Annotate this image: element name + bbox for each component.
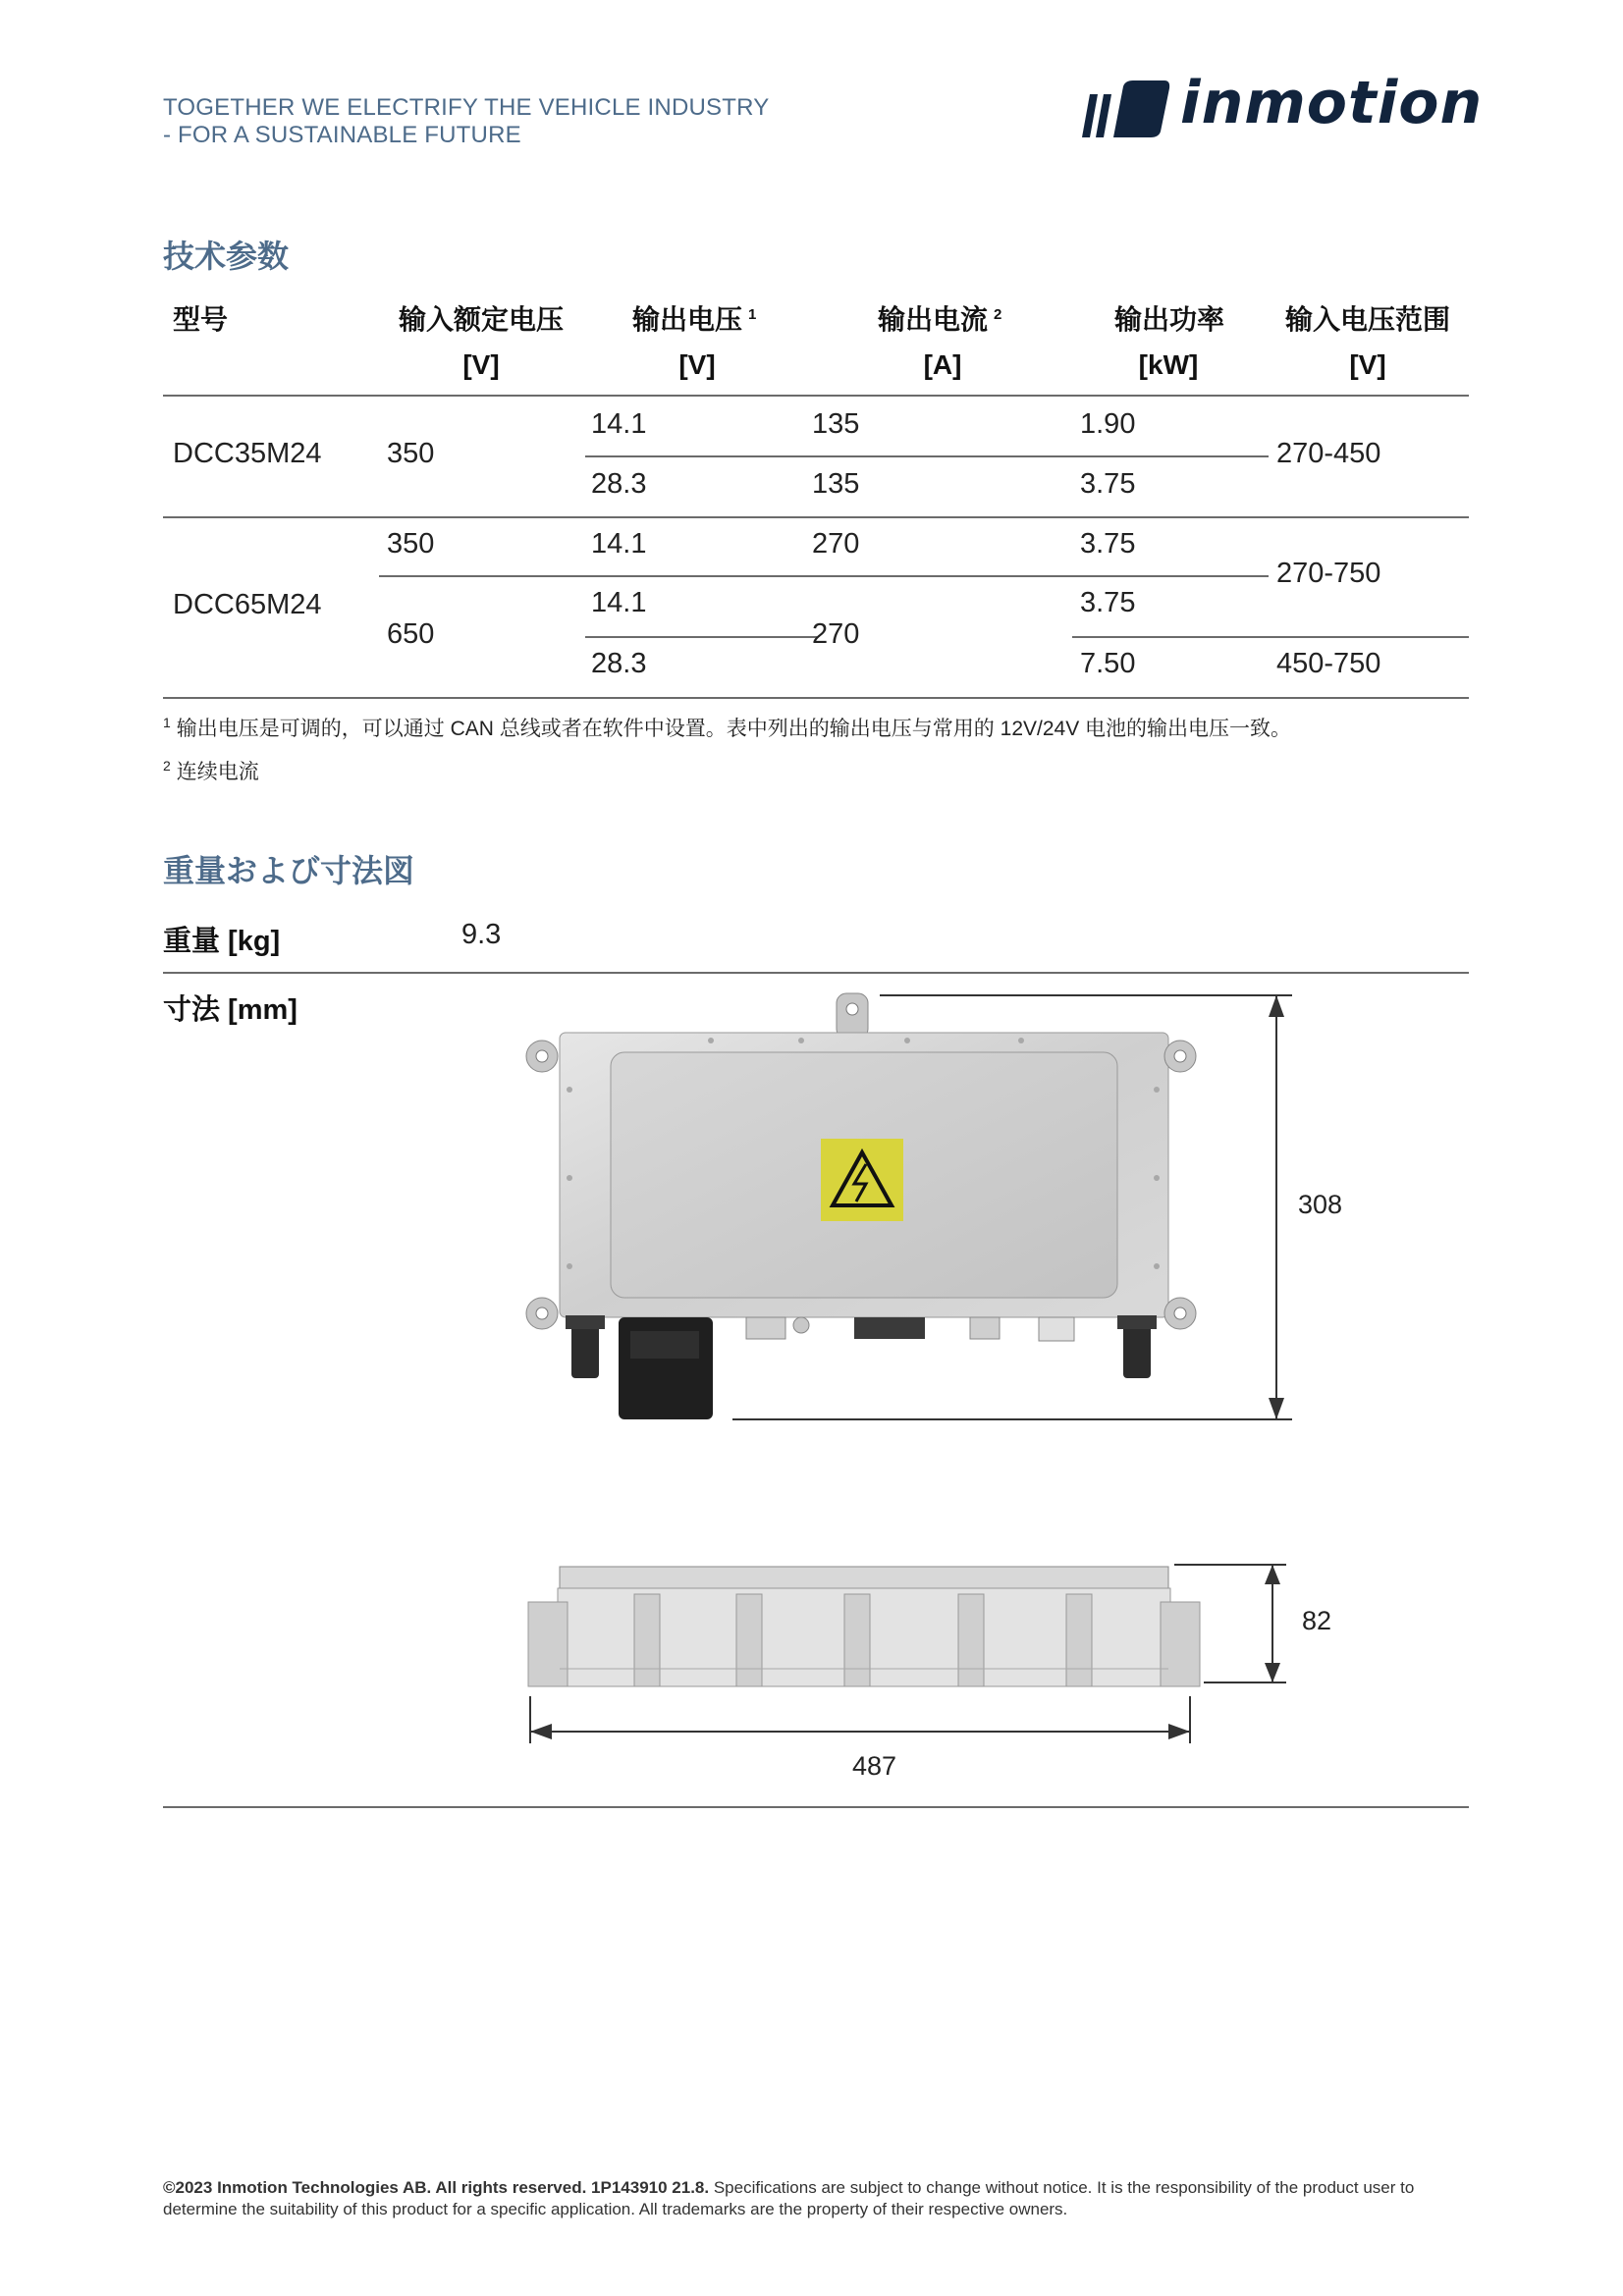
table-cell: 14.1: [591, 528, 647, 560]
table-cell: 3.75: [1080, 528, 1136, 560]
arrow-up-icon: [1265, 1565, 1280, 1584]
table-cell: 270: [812, 618, 860, 650]
mount-hole: [1164, 1041, 1196, 1072]
col-header-input-range: [1285, 298, 1450, 338]
thickness-dimension-value: 82: [1302, 1606, 1332, 1635]
side-mount-foot: [528, 1602, 568, 1686]
col-header-input-range-label: 输入电压范围: [1285, 304, 1451, 335]
mount-hole: [526, 1298, 558, 1329]
tagline-line-2: - FOR A SUSTAINABLE FUTURE: [163, 122, 521, 148]
arrow-down-icon: [1265, 1663, 1280, 1682]
company-logo: [1076, 69, 1484, 141]
table-cell: 270-450: [1276, 438, 1381, 469]
col-header-output-power-label: 输出功率: [1114, 304, 1225, 335]
logo-wordmark: inmotion: [1180, 69, 1484, 137]
table-cell: 270: [812, 528, 860, 560]
footer-copyright: ©2023 Inmotion Technologies AB. All rights reserved. 1P143910 21.8.: [163, 2178, 710, 2197]
dimension-label: 寸法 [mm]: [163, 994, 298, 1026]
col-header-output-voltage: [632, 298, 756, 338]
footnote-mark-2: 2: [994, 305, 1002, 323]
mount-tab: [837, 993, 868, 1039]
unit-output-voltage: [V]: [678, 349, 716, 380]
weight-value: 9.3: [461, 919, 502, 950]
table-row-divider: [585, 636, 817, 638]
footnote-1-mark: 1: [163, 715, 171, 730]
table-cell: 135: [812, 468, 860, 500]
model-dcc35m24: DCC35M24: [173, 438, 322, 469]
table-cell: 350: [387, 528, 435, 560]
drawing-bottom-rule: [163, 1806, 1469, 1808]
table-bottom-rule: [163, 697, 1469, 699]
weight-section-title: 重量および寸法図: [163, 853, 415, 888]
table-row-divider: [379, 575, 1269, 577]
table-header-rule: [163, 395, 1469, 397]
footer-disclaimer: Specifications are subject to change without notice. It is the responsibility of the product user to determine the suitability of this product for a specific application. All trademarks are the property of their respective owners.: [163, 2178, 1415, 2218]
table-cell: 28.3: [591, 648, 647, 679]
col-header-output-power: [1114, 298, 1224, 338]
connector-right: [1117, 1315, 1157, 1378]
table-cell: 3.75: [1080, 587, 1136, 618]
arrow-down-icon: [1269, 1398, 1284, 1419]
product-top-view: [511, 982, 1316, 1443]
model-dcc65m24: DCC65M24: [173, 589, 322, 620]
signal-connector: [854, 1317, 925, 1339]
table-cell: 135: [812, 408, 860, 440]
table-row-divider: [585, 455, 1269, 457]
weight-label: 重量 [kg]: [163, 926, 281, 957]
unit-output-power: [kW]: [1138, 349, 1199, 380]
small-connector: [970, 1317, 1000, 1339]
table-cell: 270-750: [1276, 558, 1381, 589]
high-voltage-warning-icon: [821, 1139, 903, 1221]
table-cell: 14.1: [591, 587, 647, 618]
unit-output-current: [A]: [923, 349, 962, 380]
product-side-view: [511, 1551, 1316, 1845]
footnote-2: [163, 756, 259, 785]
tagline: [163, 94, 769, 149]
width-dimension-value: 487: [852, 1751, 897, 1781]
table-cell: 650: [387, 618, 435, 650]
col-header-model-label: 型号: [173, 304, 229, 335]
side-lid: [560, 1567, 1168, 1590]
col-header-model: [173, 298, 228, 338]
tech-section-title: 技术参数: [163, 239, 290, 274]
table-cell: 1.90: [1080, 408, 1136, 440]
legal-footer: [163, 2177, 1469, 2220]
col-header-input-voltage: [399, 298, 564, 338]
height-dimension-value: 308: [1298, 1190, 1343, 1219]
unit-input-range: [V]: [1349, 349, 1386, 380]
table-cell: 7.50: [1080, 648, 1136, 679]
col-header-output-current-label: 输出电流: [878, 304, 989, 335]
mount-hole: [1164, 1298, 1196, 1329]
main-connector: [619, 1317, 713, 1419]
footnote-mark-1: 1: [748, 305, 757, 323]
weight-rule: [163, 972, 1469, 974]
col-header-output-current: [878, 298, 1001, 338]
logo-mark-icon: [1076, 77, 1174, 141]
small-connector: [746, 1317, 785, 1339]
arrow-right-icon: [1168, 1724, 1190, 1739]
table-row-divider: [1072, 636, 1469, 638]
footnote-2-text: 连续电流: [176, 761, 259, 783]
arrow-up-icon: [1269, 995, 1284, 1017]
table-cell: 350: [387, 438, 435, 469]
small-connector: [1039, 1317, 1074, 1341]
table-group-rule: [163, 516, 1469, 518]
footnote-1-text: 输出电压是可调的，可以通过 CAN 总线或者在软件中设置。表中列出的输出电压与常用的 12V/24V 电池的输出电压一致。: [176, 718, 1292, 740]
table-cell: 3.75: [1080, 468, 1136, 500]
connector-left: [566, 1315, 605, 1378]
footnote-1: [163, 713, 1291, 742]
tagline-line-1: TOGETHER WE ELECTRIFY THE VEHICLE INDUSTRY: [163, 94, 770, 121]
table-cell: 28.3: [591, 468, 647, 500]
arrow-left-icon: [530, 1724, 552, 1739]
col-header-input-voltage-label: 输入额定电压: [399, 304, 565, 335]
table-cell: 450-750: [1276, 648, 1381, 679]
side-mount-foot: [1161, 1602, 1200, 1686]
mount-hole: [526, 1041, 558, 1072]
col-header-output-voltage-label: 输出电压: [632, 304, 743, 335]
table-cell: 14.1: [591, 408, 647, 440]
unit-input-voltage: [V]: [462, 349, 500, 380]
footnote-2-mark: 2: [163, 758, 171, 774]
